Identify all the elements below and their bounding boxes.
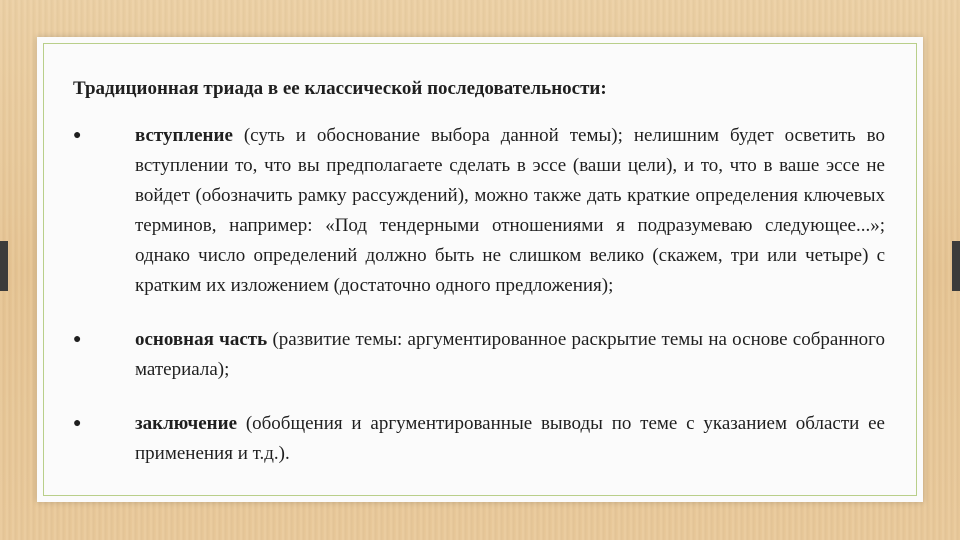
list-item-main-part: [73, 325, 885, 385]
description-introduction: (суть и обоснование выбора данной темы); нелишним будет осветить во вступлении то, что вы предполагаете сделать в эссе (ваши цели), и то, что в ваше эссе не войдет (обозначить рамку рассуждений), можно также дать краткие определения ключевых терминов, например: «Под тендерными отношениями я подразумеваю следующее...»; однако число определений должно быть не слишком велико (скажем, три или четыре) с кратким их изложением (достаточно одного предложения);: [135, 125, 885, 296]
term-main-part: основная часть: [135, 329, 268, 350]
description-main-part: (развитие темы: аргументированное раскрытие темы на основе собранного материала);: [135, 329, 885, 380]
right-edge-tab: [952, 241, 960, 291]
slide-card: [37, 37, 923, 502]
term-introduction: вступление: [135, 125, 233, 146]
description-conclusion: (обобщения и аргументированные выводы по теме с указанием области ее применения и т.д.).: [135, 413, 885, 464]
triad-list: [73, 121, 885, 469]
list-item-conclusion: [73, 409, 885, 469]
bullet-icon: ●: [73, 332, 82, 347]
left-edge-tab: [0, 241, 8, 291]
bullet-icon: ●: [73, 416, 82, 431]
slide-heading: Традиционная триада в ее классической последовательности:: [73, 78, 607, 99]
bullet-icon: ●: [73, 128, 82, 143]
list-item-introduction: [73, 121, 885, 301]
slide-content: [73, 77, 885, 493]
term-conclusion: заключение: [135, 413, 238, 434]
